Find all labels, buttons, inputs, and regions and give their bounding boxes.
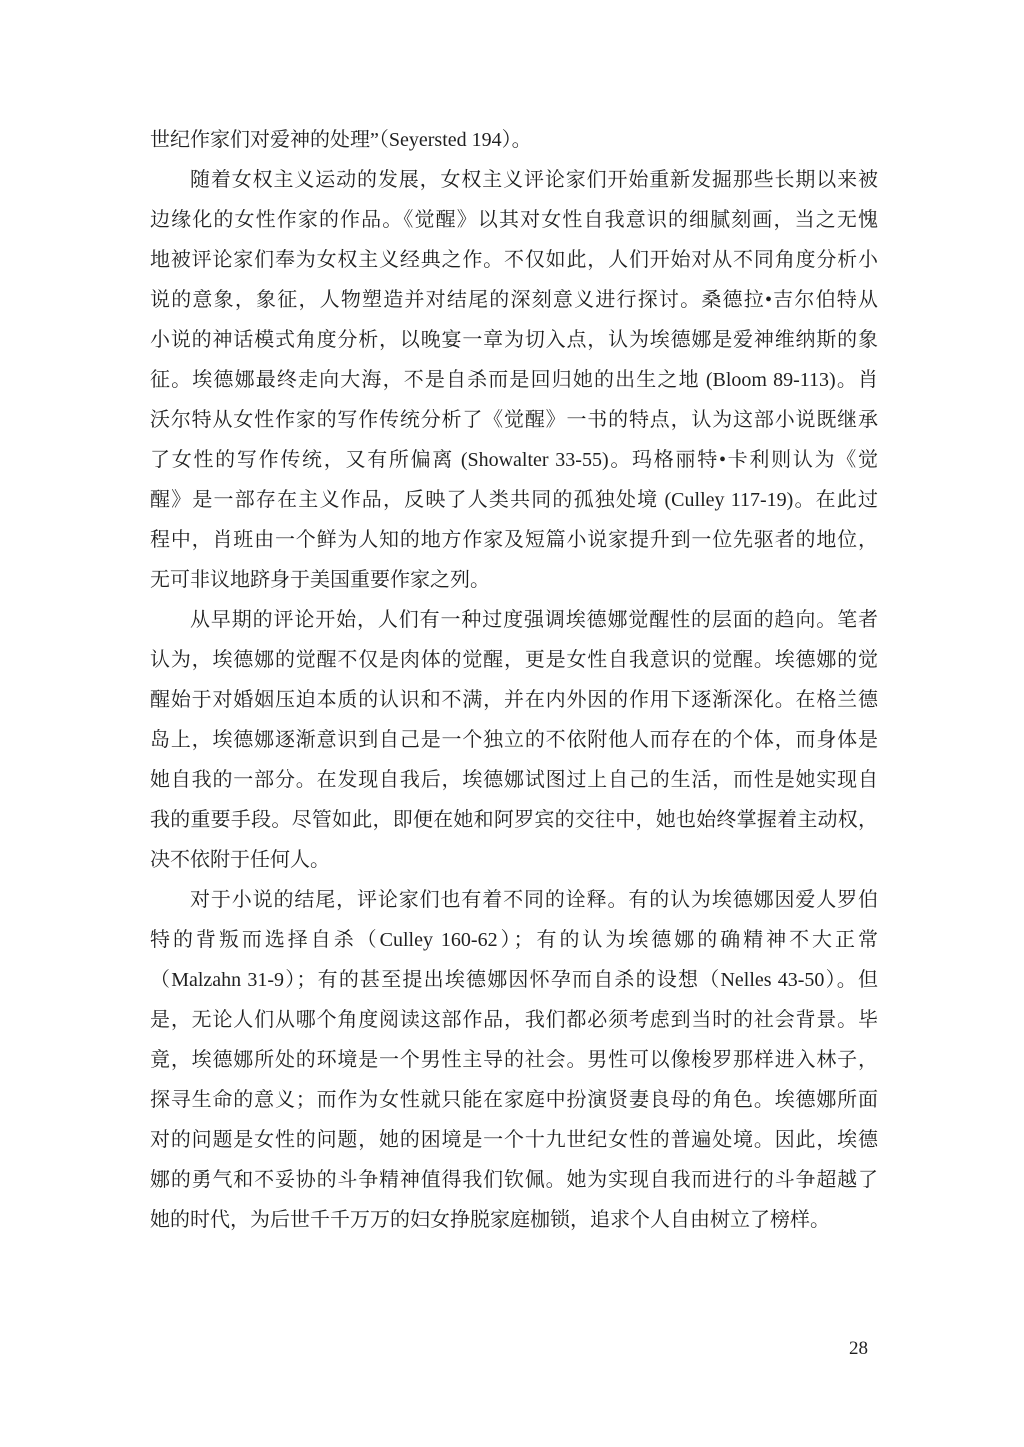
text-line: 我的重要手段。尽管如此，即便在她和阿罗宾的交往中，她也始终掌握着主动权， [150, 809, 878, 831]
text-line: 决不依附于任何人。 [150, 849, 330, 871]
text-line: 探寻生命的意义；而作为女性就只能在家庭中扮演贤妻良母的角色。埃德娜所面 [150, 1089, 878, 1111]
text-line: 醒》是一部存在主义作品，反映了人类共同的孤独处境 (Culley 117-19)。在此过 [150, 489, 878, 511]
text-line: 她自我的一部分。在发现自我后，埃德娜试图过上自己的生活，而性是她实现自 [150, 769, 878, 791]
text-line: 对的问题是女性的问题，她的困境是一个十九世纪女性的普遍处境。因此，埃德 [150, 1129, 878, 1151]
page-number: 28 [849, 1338, 868, 1359]
text-line: 对于小说的结尾，评论家们也有着不同的诠释。有的认为埃德娜因爱人罗伯 [190, 889, 878, 911]
text-line: 无可非议地跻身于美国重要作家之列。 [150, 569, 490, 591]
text-line: 边缘化的女性作家的作品。《觉醒》以其对女性自我意识的细腻刻画，当之无愧 [150, 209, 878, 231]
text-line: 娜的勇气和不妥协的斗争精神值得我们钦佩。她为实现自我而进行的斗争超越了 [150, 1169, 878, 1191]
text-line: 世纪作家们对爱神的处理”（Seyersted 194）。 [150, 129, 532, 151]
text-line: 特的背叛而选择自杀（Culley 160-62）；有的认为埃德娜的确精神不大正常 [150, 929, 878, 951]
text-line: 说的意象，象征，人物塑造并对结尾的深刻意义进行探讨。桑德拉•吉尔伯特从 [150, 289, 878, 311]
text-line: （Malzahn 31-9）；有的甚至提出埃德娜因怀孕而自杀的设想（Nelles 43-50）。但 [150, 969, 878, 991]
text-line: 从早期的评论开始，人们有一种过度强调埃德娜觉醒性的层面的趋向。笔者 [190, 609, 878, 631]
text-line: 竟，埃德娜所处的环境是一个男性主导的社会。男性可以像梭罗那样进入林子， [150, 1049, 878, 1071]
text-line: 程中，肖班由一个鲜为人知的地方作家及短篇小说家提升到一位先驱者的地位， [150, 529, 878, 551]
text-line: 是，无论人们从哪个角度阅读这部作品，我们都必须考虑到当时的社会背景。毕 [150, 1009, 878, 1031]
text-line: 她的时代，为后世千千万万的妇女挣脱家庭枷锁，追求个人自由树立了榜样。 [150, 1209, 830, 1231]
text-line: 认为，埃德娜的觉醒不仅是肉体的觉醒，更是女性自我意识的觉醒。埃德娜的觉 [150, 649, 878, 671]
text-line: 随着女权主义运动的发展，女权主义评论家们开始重新发掘那些长期以来被 [190, 169, 878, 191]
text-line: 了女性的写作传统，又有所偏离 (Showalter 33-55)。玛格丽特•卡利则认为《觉 [150, 449, 878, 471]
text-line: 醒始于对婚姻压迫本质的认识和不满，并在内外因的作用下逐渐深化。在格兰德 [150, 689, 878, 711]
text-line: 征。埃德娜最终走向大海，不是自杀而是回归她的出生之地 (Bloom 89-113)。肖 [150, 369, 878, 391]
body-text [150, 120, 878, 1240]
text-line: 小说的神话模式角度分析，以晚宴一章为切入点，认为埃德娜是爱神维纳斯的象 [150, 329, 878, 351]
text-line: 地被评论家们奉为女权主义经典之作。不仅如此，人们开始对从不同角度分析小 [150, 249, 878, 271]
text-line: 沃尔特从女性作家的写作传统分析了《觉醒》一书的特点，认为这部小说既继承 [150, 409, 878, 431]
text-line: 岛上，埃德娜逐渐意识到自己是一个独立的不依附他人而存在的个体，而身体是 [150, 729, 878, 751]
